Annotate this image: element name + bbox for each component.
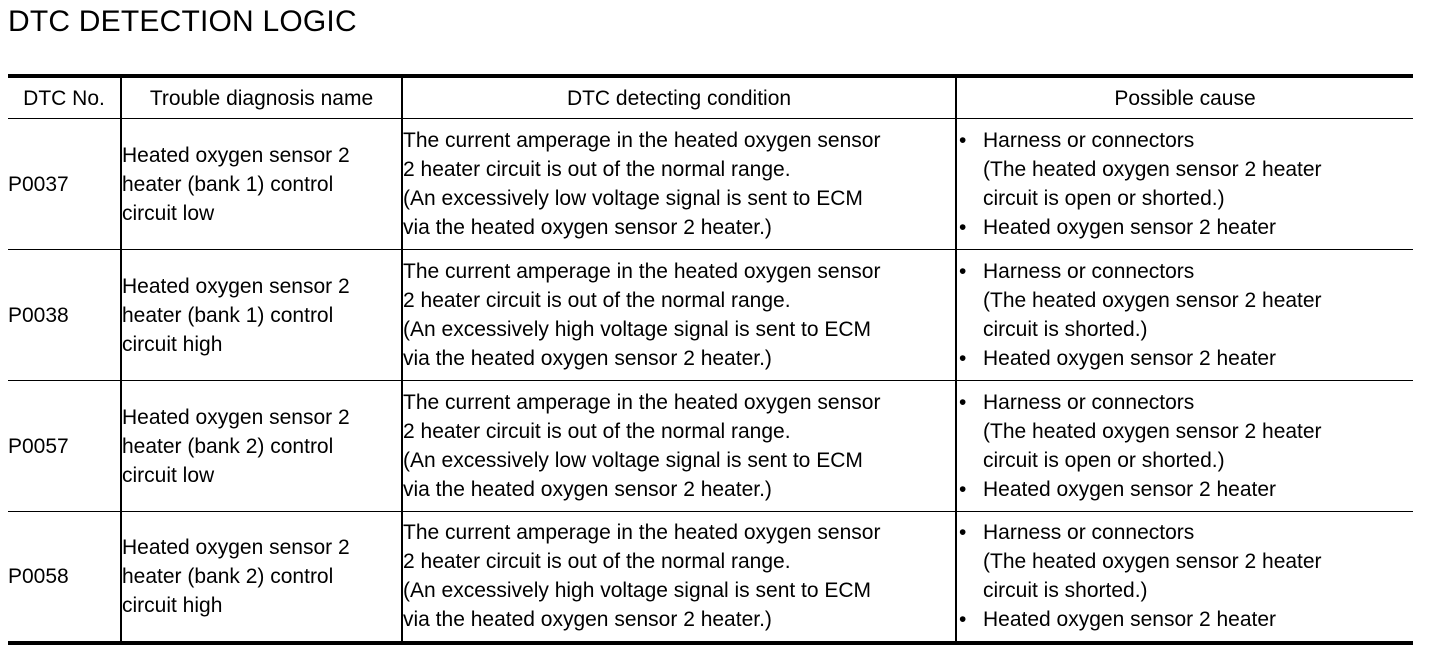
condition-line: via the heated oxygen sensor 2 heater.) [403, 478, 772, 501]
condition-line: The current amperage in the heated oxygen sensor [403, 391, 881, 414]
cause-item [957, 344, 1413, 373]
condition-line: (An excessively high voltage signal is sent to ECM [403, 318, 872, 341]
bullet-icon: • [959, 391, 967, 414]
condition-line: (An excessively high voltage signal is sent to ECM [403, 579, 872, 603]
table-header [8, 76, 1413, 119]
condition-line: (An excessively low voltage signal is sent to ECM [403, 187, 863, 210]
cause-detail: circuit is open or shorted.) [983, 187, 1225, 210]
cause-text: Heated oxygen sensor 2 heater [983, 478, 1277, 501]
possible-cause [956, 381, 1413, 512]
possible-cause [956, 512, 1413, 643]
possible-cause [956, 250, 1413, 381]
cause-text: Heated oxygen sensor 2 heater [983, 608, 1277, 632]
table-row [8, 512, 1413, 643]
detecting-condition [402, 250, 956, 381]
name-line: circuit high [122, 593, 223, 617]
name-line: heater (bank 2) control [122, 434, 334, 458]
cause-item [957, 518, 1413, 547]
cause-detail: (The heated oxygen sensor 2 heater [983, 550, 1322, 574]
dtc-code: P0057 [8, 381, 121, 512]
condition-line: via the heated oxygen sensor 2 heater.) [403, 347, 772, 370]
table-row [8, 381, 1413, 512]
cause-item [957, 213, 1413, 242]
table-row [8, 119, 1413, 250]
table-body [8, 119, 1413, 643]
cause-text: Harness or connectors [983, 521, 1195, 545]
condition-line: The current amperage in the heated oxygen sensor [403, 129, 881, 152]
cause-detail: (The heated oxygen sensor 2 heater [983, 158, 1322, 181]
page-title: DTC DETECTION LOGIC [8, 5, 357, 38]
trouble-diagnosis-name [121, 512, 402, 643]
cause-item [957, 257, 1413, 286]
condition-line: (An excessively low voltage signal is sent to ECM [403, 449, 863, 472]
name-line: Heated oxygen sensor 2 [122, 405, 350, 429]
bullet-icon: • [959, 216, 967, 239]
dtc-code: P0038 [8, 250, 121, 381]
cause-text: Harness or connectors [983, 391, 1195, 414]
bullet-icon: • [959, 478, 967, 501]
header-possible-cause: Possible cause [956, 76, 1413, 119]
condition-line: 2 heater circuit is out of the normal range. [403, 550, 791, 574]
cause-text: Heated oxygen sensor 2 heater [983, 216, 1277, 239]
dtc-table [8, 74, 1413, 645]
condition-line: 2 heater circuit is out of the normal range. [403, 158, 791, 181]
name-line: circuit high [122, 332, 223, 356]
name-line: Heated oxygen sensor 2 [122, 274, 350, 298]
condition-line: via the heated oxygen sensor 2 heater.) [403, 216, 772, 239]
cause-detail: (The heated oxygen sensor 2 heater [983, 289, 1322, 312]
bullet-icon: • [959, 347, 967, 370]
cause-item [957, 605, 1413, 634]
bullet-icon: • [959, 260, 967, 283]
name-line: heater (bank 2) control [122, 564, 334, 588]
name-line: circuit low [122, 201, 215, 225]
name-line: circuit low [122, 463, 215, 487]
header-dtc-no: DTC No. [8, 76, 121, 119]
header-detecting-condition: DTC detecting condition [402, 76, 956, 119]
trouble-diagnosis-name [121, 119, 402, 250]
detecting-condition [402, 381, 956, 512]
cause-text: Harness or connectors [983, 129, 1195, 152]
cause-item [957, 126, 1413, 155]
name-line: Heated oxygen sensor 2 [122, 143, 350, 167]
trouble-diagnosis-name [121, 250, 402, 381]
detecting-condition [402, 119, 956, 250]
table-row [8, 250, 1413, 381]
condition-line: 2 heater circuit is out of the normal range. [403, 420, 791, 443]
cause-detail: circuit is shorted.) [983, 579, 1148, 603]
cause-item [957, 475, 1413, 504]
name-line: heater (bank 1) control [122, 172, 334, 196]
condition-line: The current amperage in the heated oxygen sensor [403, 260, 881, 283]
dtc-code: P0058 [8, 512, 121, 643]
possible-cause [956, 119, 1413, 250]
detecting-condition [402, 512, 956, 643]
cause-item [957, 388, 1413, 417]
name-line: heater (bank 1) control [122, 303, 334, 327]
cause-detail: circuit is open or shorted.) [983, 449, 1225, 472]
condition-line: 2 heater circuit is out of the normal range. [403, 289, 791, 312]
cause-text: Heated oxygen sensor 2 heater [983, 347, 1277, 370]
condition-line: The current amperage in the heated oxygen sensor [403, 521, 881, 545]
cause-detail: circuit is shorted.) [983, 318, 1148, 341]
header-row [8, 76, 1413, 119]
name-line: Heated oxygen sensor 2 [122, 535, 350, 559]
condition-line: via the heated oxygen sensor 2 heater.) [403, 608, 772, 632]
header-trouble-diagnosis-name: Trouble diagnosis name [121, 76, 402, 119]
bullet-icon: • [959, 129, 967, 152]
bullet-icon: • [959, 521, 967, 545]
dtc-code: P0037 [8, 119, 121, 250]
cause-text: Harness or connectors [983, 260, 1195, 283]
bullet-icon: • [959, 608, 967, 632]
cause-detail: (The heated oxygen sensor 2 heater [983, 420, 1322, 443]
trouble-diagnosis-name [121, 381, 402, 512]
